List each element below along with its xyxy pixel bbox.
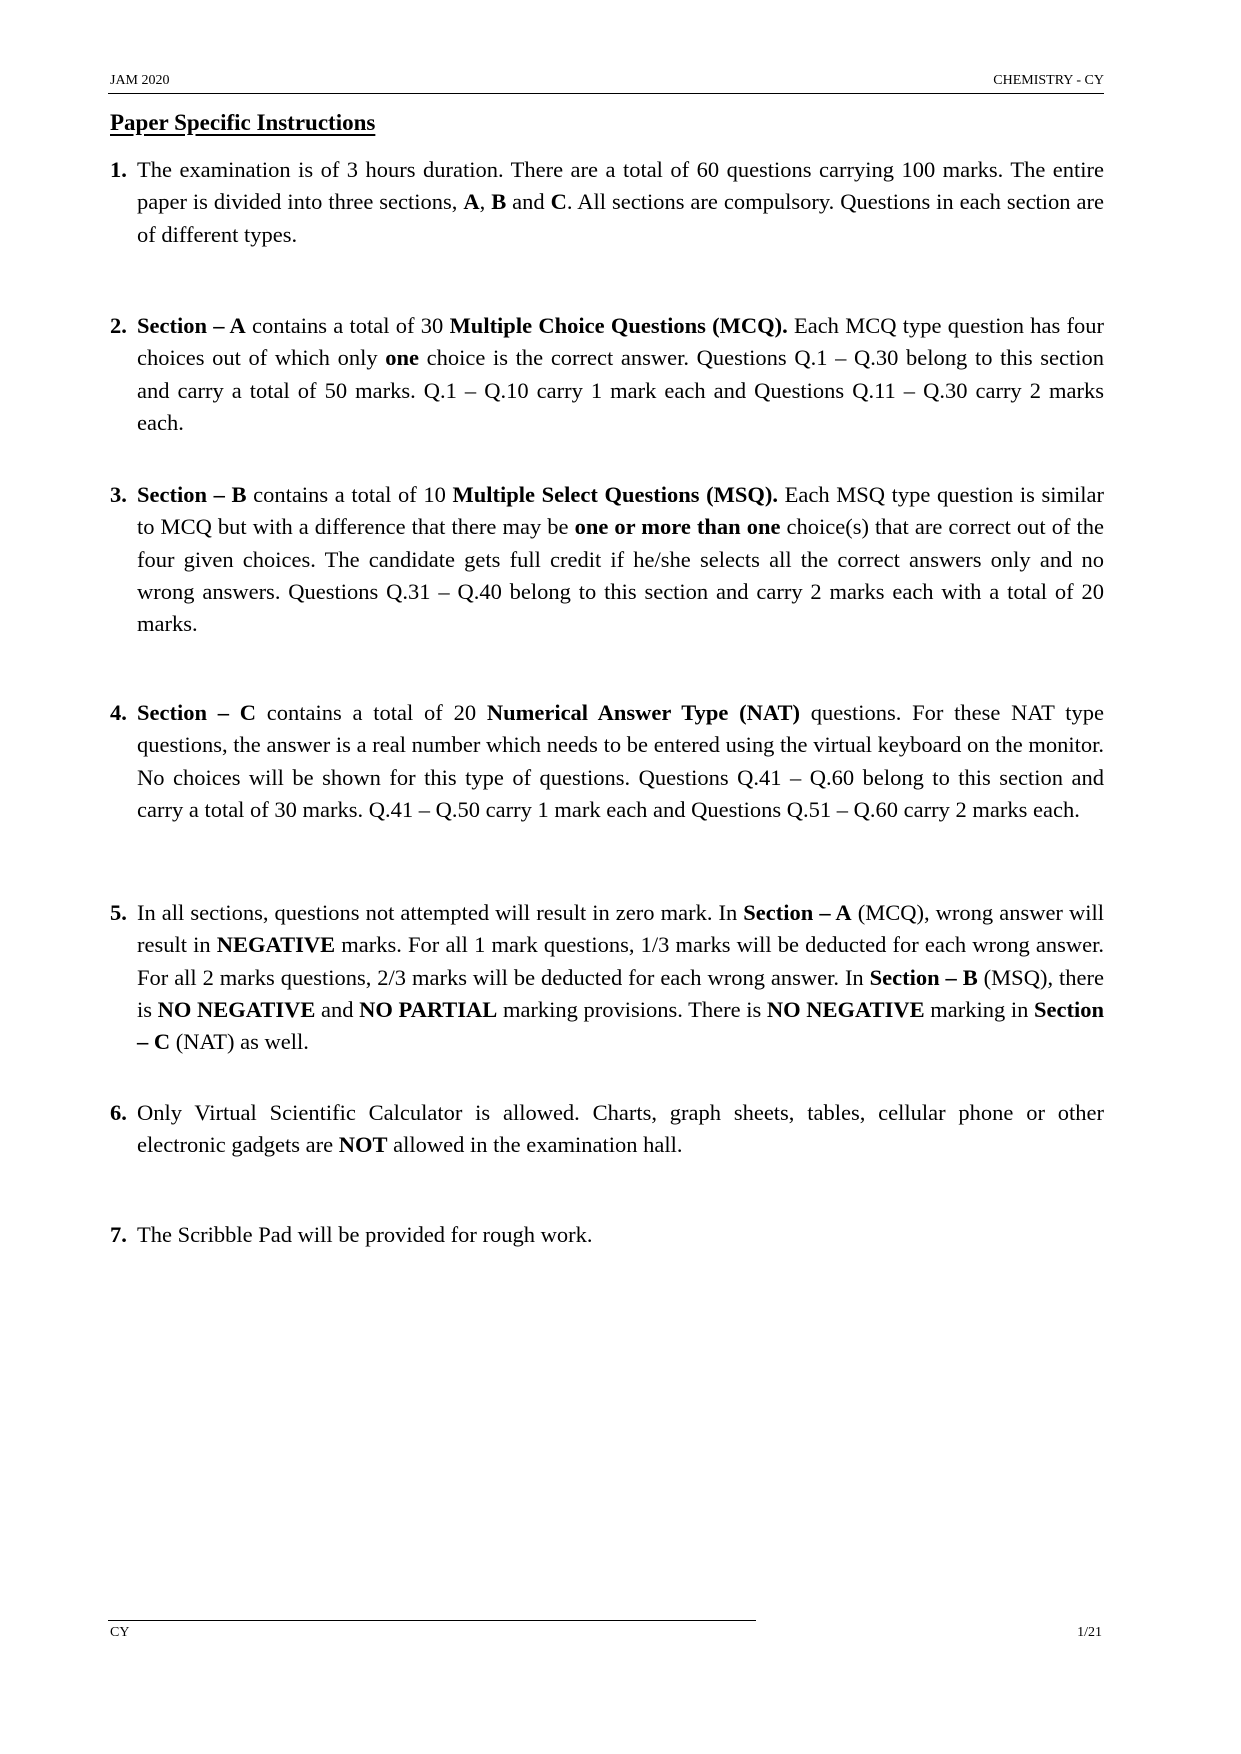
page-number: 1/21 [1077, 1625, 1102, 1640]
header-exam-name: JAM 2020 [110, 73, 170, 88]
instruction-number: 2. [110, 313, 127, 338]
instruction-text: Section – B contains a total of 10 Multiple Select Questions (MSQ). Each MSQ type question is similar to MCQ but with a difference that there may be one or more than one choice(s) that are correct out of the four given choices. The candidate gets full credit if he/she selects all the correct answers only and no wrong answers. Questions Q.31 – Q.40 belong to this section and carry 2 marks each with a total of 20 marks. [137, 482, 1104, 637]
instruction-number: 5. [110, 900, 127, 925]
instruction-text: The examination is of 3 hours duration. There are a total of 60 questions carrying 100 marks. The entire paper is divided into three sections, A, B and C. All sections are compulsory. Questions in each section are of different types. [137, 157, 1104, 247]
instruction-3 [110, 479, 1104, 640]
header-rule [108, 93, 1104, 94]
instruction-5 [110, 897, 1104, 1058]
instruction-text: Only Virtual Scientific Calculator is allowed. Charts, graph sheets, tables, cellular phone or other electronic gadgets are NOT allowed in the examination hall. [137, 1100, 1104, 1158]
instruction-7 [110, 1219, 1104, 1251]
instruction-6 [110, 1097, 1104, 1162]
footer-paper-code: CY [110, 1625, 130, 1640]
instruction-number: 7. [110, 1222, 127, 1247]
instruction-number: 6. [110, 1100, 127, 1125]
instruction-1 [110, 154, 1104, 251]
instruction-text: In all sections, questions not attempted will result in zero mark. In Section – A (MCQ), wrong answer will result in NEGATIVE marks. For all 1 mark questions, 1/3 marks will be deducted for each wrong answer. For all 2 marks questions, 2/3 marks will be deducted for each wrong answer. In Section – B (MSQ), there is NO NEGATIVE and NO PARTIAL marking provisions. There is NO NEGATIVE marking in Section – C (NAT) as well. [137, 900, 1104, 1055]
instruction-number: 3. [110, 482, 127, 507]
instruction-text: The Scribble Pad will be provided for rough work. [137, 1222, 593, 1247]
instruction-text: Section – C contains a total of 20 Numerical Answer Type (NAT) questions. For these NAT type questions, the answer is a real number which needs to be entered using the virtual keyboard on the monitor. No choices will be shown for this type of questions. Questions Q.41 – Q.60 belong to this section and carry a total of 30 marks. Q.41 – Q.50 carry 1 mark each and Questions Q.51 – Q.60 carry 2 marks each. [137, 700, 1104, 822]
instruction-2 [110, 310, 1104, 439]
instruction-text: Section – A contains a total of 30 Multiple Choice Questions (MCQ). Each MCQ type question has four choices out of which only one choice is the correct answer. Questions Q.1 – Q.30 belong to this section and carry a total of 50 marks. Q.1 – Q.10 carry 1 mark each and Questions Q.11 – Q.30 carry 2 marks each. [137, 313, 1104, 435]
instruction-number: 1. [110, 157, 127, 182]
footer-rule [108, 1620, 756, 1621]
page-title: Paper Specific Instructions [110, 110, 376, 135]
instruction-4 [110, 697, 1104, 826]
header-subject: CHEMISTRY - CY [993, 73, 1104, 88]
instruction-number: 4. [110, 700, 127, 725]
